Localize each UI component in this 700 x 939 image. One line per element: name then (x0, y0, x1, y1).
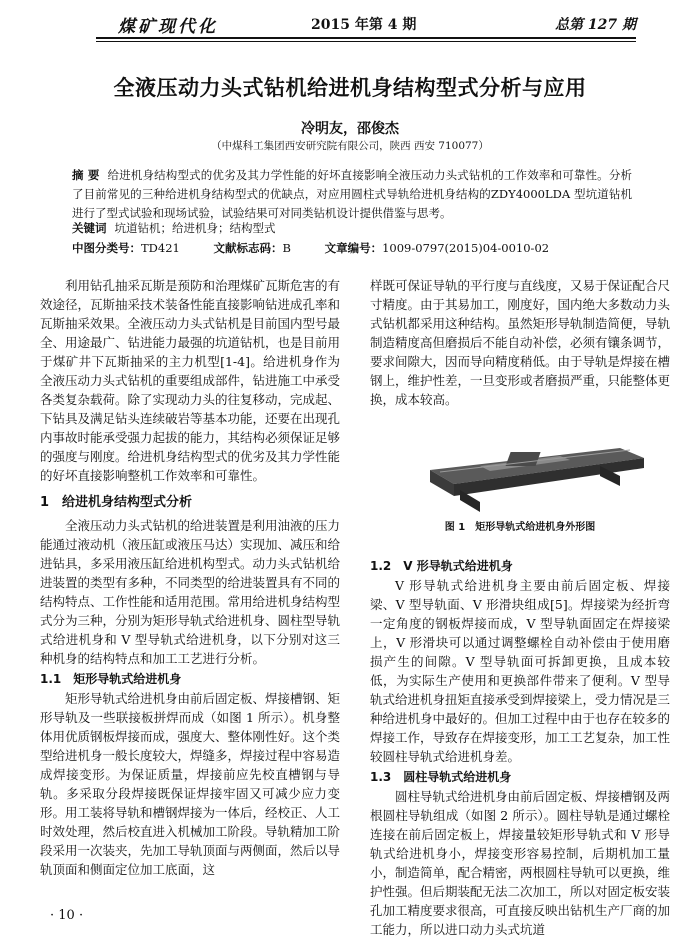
article-id-value: 1009-0797(2015)04-0010-02 (382, 241, 550, 255)
page-number: · 10 · (50, 908, 84, 923)
journal-name: 煤矿现代化 (118, 17, 218, 37)
affiliation: （中煤科工集团西安研究院有限公司，陕西 西安 710077） (211, 140, 489, 152)
subsection-1-3-paragraph: 圆柱导轨式给进机身由前后固定板、焊接槽钢及两根圆柱导轨组成（如图 2 所示）。圆柱导轨是通过螺栓连接在前后固定板上，焊接量较矩形导轨式和 V 形导轨式给进机身小，焊接变形容易控制，后期机加工量小，制造简单，配合精密，两根圆柱导轨可以更换，维护性强。但后期装配无法二次加工，所以对固定板安装孔加工精度要求很高，可直接反映出钻机生产厂商的加工能力，所以进口动力头式坑道 (370, 789, 671, 937)
keywords (72, 220, 632, 236)
abstract (72, 166, 632, 223)
article-id-label: 文章编号： (324, 241, 383, 255)
figure-1-caption: 图 1 矩形导轨式给进机身外形图 (444, 522, 596, 533)
total-issue-label: 总第 127 期 (555, 17, 636, 33)
paper-title: 全液压动力头式钻机给进机身结构型式分析与应用 (113, 76, 587, 100)
subsection-1-1-paragraph: 矩形导轨式给进机身由前后固定板、焊接槽钢、矩形导轨及一些联接板拼焊而成（如图 1 所示）。机身整体用优质钢板焊接而成，强度大、整体刚性好。这个类型给进机身一般长度较大，焊缝多，焊接过程中容易造成焊接变形。为保证质量，焊接前应先校直槽钢与导轨。多采取分段焊接既保证焊接牢固又可减少应力变形。用工装将导轨和槽钢焊接为一体后，经校正、人工时效处理，然后校直进入机械加工阶段。导轨精加工阶段采用一次装夹，先加工导轨顶面与两侧面，然后以导轨顶面和侧面定位加工底面，这 (40, 691, 341, 877)
keywords-label: 关键词 (72, 221, 107, 235)
section-1-heading: 1 给进机身结构型式分析 (40, 495, 193, 510)
keywords-text: 坑道钻机；给进机身；结构型式 (114, 221, 276, 235)
continued-paragraph: 样既可保证导轨的平行度与直线度，又易于保证配合尺寸精度。由于其易加工，刚度好，国内绝大多数动力头式钻机都采用这种结构。虽然矩形导轨制造简便，导轨制造精度高但磨损后不能自动补偿，必须有镶条调节，要求间隙大，因而导向精度稍低。由于导轨是焊接在槽钢上，维护性差，一旦变形或者磨损严重，只能整体更换，成本较高。 (370, 278, 671, 407)
article-meta (72, 240, 632, 256)
authors: 冷明友，邵俊杰 (301, 121, 399, 137)
abstract-text: 给进机身结构型式的优劣及其力学性能的好坏直接影响全液压动力头式钻机的工作效率和可靠性。分析了目前常见的三种给进机身结构型式的优缺点，对应用圆柱式导轨给进机身结构的ZDY4000LDA 型坑道钻机进行了型式试验和现场试验，试验结果可对同类钻机设计提供借鉴与思考。 (72, 168, 632, 220)
subsection-1-3-heading: 1.3 圆柱导轨式给进机身 (370, 770, 512, 784)
header-rule-thick (96, 37, 636, 39)
issue-label: 2015 年第 4 期 (311, 17, 417, 33)
figure-1-feed-frame-image (420, 440, 650, 515)
subsection-1-2-paragraph: V 形导轨式给进机身主要由前后固定板、焊接梁、V 型导轨面、V 形滑块组成[5]。焊接梁为经折弯一定角度的钢板焊接而成，V 型导轨面固定在焊接梁上，V 形滑块可以通过调整螺栓自动补偿由于使用磨损产生的间隙。V 型导轨面可拆卸更换，且成本较低，为实际生产使用和更换部件带来了便利。V 型导轨式给进机身扭矩直接承受到焊接梁上，受力情况是三种给进机身中最好的。但加工过程中由于也存在较多的焊接工作，导致存在焊接变形，加工工艺复杂，加工性较圆柱导轨式给进机身差。 (370, 578, 671, 764)
left-column (40, 276, 340, 879)
subsection-1-2-heading: 1.2 V 形导轨式给进机身 (370, 559, 513, 573)
intro-paragraph: 利用钻孔抽采瓦斯是预防和治理煤矿瓦斯危害的有效途径，瓦斯抽采技术装备性能直接影响钻进成孔率和瓦斯抽采效果。全液压动力头式钻机是目前国内型号最全、用途最广、钻进能力最强的坑道钻机，也是目前用于煤矿井下瓦斯抽采的主力机型[1-4]。给进机身作为全液压动力头式钻机的重要组成部件，钻进施工中承受各类复杂载荷。除了实现动力头的往复移动，完成起、下钻具及满足钻头连续破岩等基本功能，还要在出现孔内事故时能承受强力起拔的能力，其结构必须保证足够的强度与刚度。给进机身结构型式的优劣及其力学性能的好坏直接影响整机工作效率和可靠性。 (40, 278, 341, 483)
right-column (370, 276, 670, 939)
doc-code-label: 文献标志码： (213, 241, 283, 255)
clc-label: 中图分类号： (72, 241, 141, 255)
header-rule-thin (96, 41, 636, 42)
section-1-paragraph: 全液压动力头式钻机的给进装置是利用油液的压力能通过液动机（液压缸或液压马达）实现加、减压和给进钻具，多采用液压缸给进机构型式。动力头式钻机给进装置的类型有多种，不同类型的给进装置具有不同的结构特点、工作性能和适用范围。常用给进机身结构型式分为三种，分别为矩形导轨式给进机身、圆柱型导轨式给进机身和 V 型导轨式给进机身，以下分别对这三种机身的结构特点和加工工艺进行分析。 (40, 518, 341, 666)
journal-header (96, 10, 636, 36)
abstract-label: 摘 要 (72, 168, 100, 182)
doc-code-value: B (282, 241, 291, 255)
subsection-1-1-heading: 1.1 矩形导轨式给进机身 (40, 672, 182, 686)
clc-value: TD421 (141, 241, 180, 255)
